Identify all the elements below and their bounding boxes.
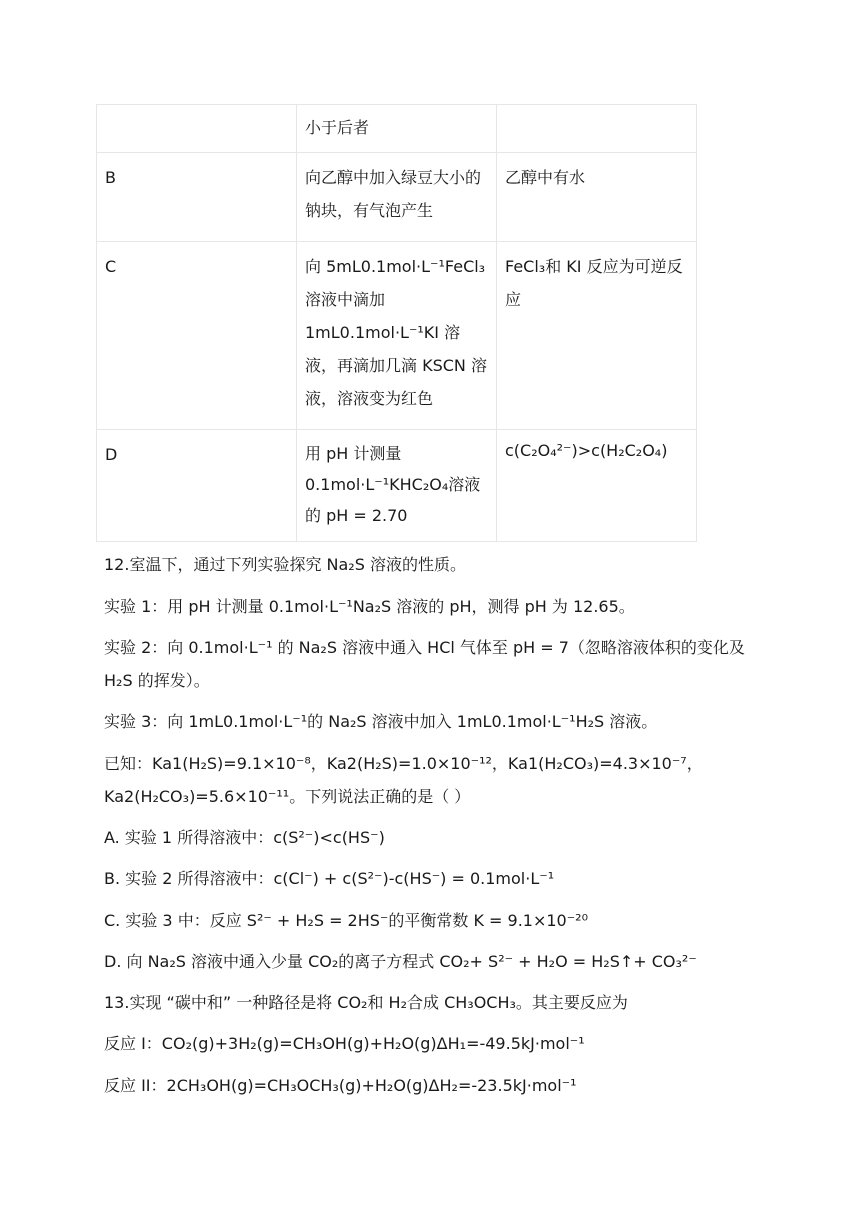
q12-option-d: D. 向 Na₂S 溶液中通入少量 CO₂的离子方程式 CO₂+ S²⁻ + H₂O = H₂S↑+ CO₃²⁻ <box>104 952 697 971</box>
options-table <box>96 104 697 542</box>
q12-option-b: B. 实验 2 所得溶液中：c(Cl⁻) + c(S²⁻)-c(HS⁻) = 0.1mol·L⁻¹ <box>104 869 555 888</box>
table-row <box>97 153 697 242</box>
row-label <box>97 105 297 153</box>
q12-option-a: A. 实验 1 所得溶液中：c(S²⁻)<c(HS⁻) <box>104 828 385 847</box>
row-experiment: 向乙醇中加入绿豆大小的钠块，有气泡产生 <box>297 153 497 242</box>
q12-option-c: C. 实验 3 中：反应 S²⁻ + H₂S = 2HS⁻的平衡常数 K = 9.1×10⁻²⁰ <box>104 911 589 930</box>
row-conclusion: 乙醇中有水 <box>497 153 697 242</box>
row-label: C <box>97 242 297 430</box>
q12-exp3: 实验 3：向 1mL0.1mol·L⁻¹的 Na₂S 溶液中加入 1mL0.1mol·L⁻¹H₂S 溶液。 <box>104 712 658 731</box>
row-label: B <box>97 153 297 242</box>
q12-exp1: 实验 1：用 pH 计测量 0.1mol·L⁻¹Na₂S 溶液的 pH，测得 pH 为 12.65。 <box>104 597 635 616</box>
row-conclusion: c(C₂O₄²⁻)>c(H₂C₂O₄) <box>497 430 697 542</box>
q13-stem: 13.实现 “碳中和” 一种路径是将 CO₂和 H₂合成 CH₃OCH₃。其主要反应为 <box>104 993 628 1012</box>
row-label: D <box>97 430 297 542</box>
row-experiment: 用 pH 计测量 0.1mol·L⁻¹KHC₂O₄溶液的 pH = 2.70 <box>297 430 497 542</box>
table-row <box>97 242 697 430</box>
row-conclusion: FeCl₃和 KI 反应为可逆反应 <box>497 242 697 430</box>
q13-reaction-1: 反应 I：CO₂(g)+3H₂(g)=CH₃OH(g)+H₂O(g)ΔH₁=-49.5kJ·mol⁻¹ <box>104 1034 585 1053</box>
table-row <box>97 430 697 542</box>
row-conclusion <box>497 105 697 153</box>
q13-reaction-2: 反应 II：2CH₃OH(g)=CH₃OCH₃(g)+H₂O(g)ΔH₂=-23.5kJ·mol⁻¹ <box>104 1076 577 1095</box>
table-row <box>97 105 697 153</box>
q12-exp2: 实验 2：向 0.1mol·L⁻¹ 的 Na₂S 溶液中通入 HCl 气体至 pH = 7（忽略溶液体积的变化及 H₂S 的挥发）。 <box>104 638 745 690</box>
q12-stem: 12.室温下，通过下列实验探究 Na₂S 溶液的性质。 <box>104 555 466 574</box>
q12-known: 已知：Ka1(H₂S)=9.1×10⁻⁸，Ka2(H₂S)=1.0×10⁻¹²，Ka1(H₂CO₃)=4.3×10⁻⁷，Ka2(H₂CO₃)=5.6×10⁻¹¹。下列说法正确的是（ ） <box>104 754 703 806</box>
row-experiment: 小于后者 <box>297 105 497 153</box>
row-experiment: 向 5mL0.1mol·L⁻¹FeCl₃溶液中滴加 1mL0.1mol·L⁻¹KI 溶液，再滴加几滴 KSCN 溶液，溶液变为红色 <box>297 242 497 430</box>
